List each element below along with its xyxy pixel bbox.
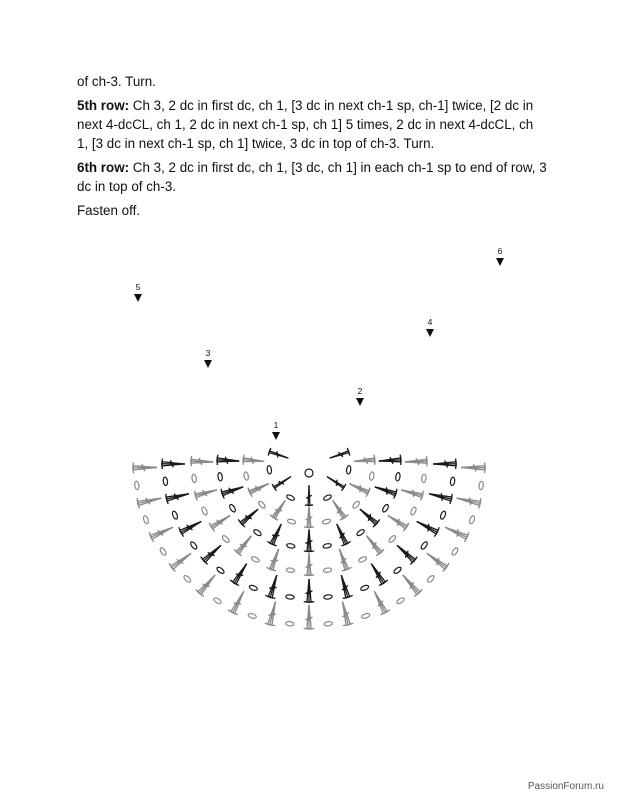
row-label-1 xyxy=(272,420,280,440)
row-6-text: Ch 3, 2 dc in first dc, ch 1, [3 dc, ch 1] in each ch-1 sp to end of row, 3 dc in top of ch-3. xyxy=(77,160,547,194)
row-5-title: 5th row: xyxy=(77,98,130,113)
row-label-text: 1 xyxy=(273,420,279,430)
row-start-arrow-icon xyxy=(134,294,142,302)
row-label-text: 6 xyxy=(497,246,503,256)
instruction-lead: of ch-3. Turn. xyxy=(77,74,156,89)
row-label-5 xyxy=(134,282,142,302)
watermark: PassionForum.ru xyxy=(527,781,604,792)
row-6-title: 6th row: xyxy=(77,160,130,175)
row-label-text: 5 xyxy=(135,282,141,292)
row-start-arrow-icon xyxy=(496,258,504,266)
row-label-6 xyxy=(496,246,504,266)
fasten-off-instruction: Fasten off. xyxy=(77,203,141,218)
row-label-text: 2 xyxy=(357,386,363,396)
row-label-text: 4 xyxy=(427,317,433,327)
row-5-text: Ch 3, 2 dc in first dc, ch 1, [3 dc in next ch-1 sp, ch-1] twice, [2 dc in next 4-dcCL, ch 1, 2 dc in next ch-1 sp, ch 1] 5 times, 2 dc in next 4-dcCL, ch 1, [3 dc in next ch-1 sp, ch 1] twice, 3 dc in top of ch-3. Turn. xyxy=(77,98,534,151)
row-label-text: 3 xyxy=(205,348,211,358)
row-label-3 xyxy=(204,348,212,368)
chart-row-labels xyxy=(134,246,504,440)
row-start-arrow-icon xyxy=(426,329,434,337)
row-start-arrow-icon xyxy=(204,360,212,368)
magic-ring xyxy=(305,469,313,477)
chart-rows xyxy=(133,448,485,629)
row-label-2 xyxy=(356,386,364,406)
row-start-arrow-icon xyxy=(272,432,280,440)
row-label-4 xyxy=(426,317,434,337)
row-start-arrow-icon xyxy=(356,398,364,406)
